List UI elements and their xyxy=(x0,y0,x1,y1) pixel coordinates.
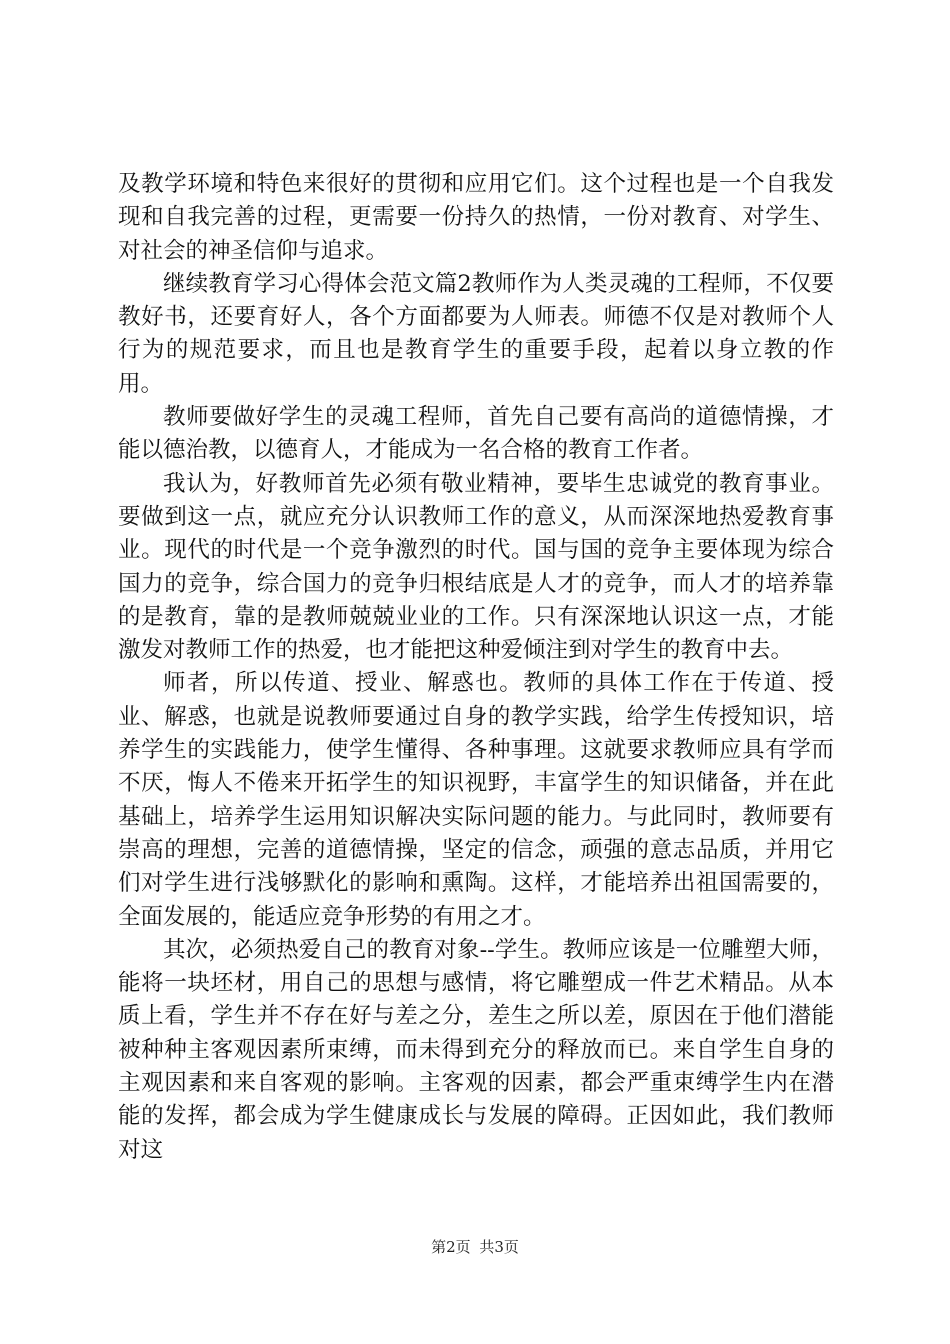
page-total: 共3页 xyxy=(479,1238,519,1256)
paragraph: 我认为，好教师首先必须有敬业精神，要毕生忠诚党的教育事业。要做到这一点，就应充分认识教师工作的意义，从而深深地热爱教育事业。现代的时代是一个竞争激烈的时代。国与国的竞争主要体现为综合国力的竞争，综合国力的竞争归根结底是人才的竞争，而人才的培养靠的是教育，靠的是教师兢兢业业的工作。只有深深地认识这一点，才能激发对教师工作的热爱，也才能把这种爱倾注到对学生的教育中去。 xyxy=(118,470,834,664)
paragraph: 师者，所以传道、授业、解惑也。教师的具体工作在于传道、授业、解惑，也就是说教师要通过自身的教学实践，给学生传授知识，培养学生的实践能力，使学生懂得、各种事理。这就要求教师应具有学而不厌，悔人不倦来开拓学生的知识视野，丰富学生的知识储备，并在此基础上，培养学生运用知识解决实际问题的能力。与此同时，教师要有崇高的理想，完善的道德情操，坚定的信念，顽强的意志品质，并用它们对学生进行浅够默化的影响和熏陶。这样，才能培养出祖国需要的，全面发展的，能适应竞争形势的有用之才。 xyxy=(118,670,834,930)
page-footer xyxy=(0,1236,950,1257)
document-body xyxy=(118,168,834,1167)
paragraph: 继续教育学习心得体会范文篇2教师作为人类灵魂的工程师，不仅要教好书，还要育好人，各个方面都要为人师表。师德不仅是对教师个人行为的规范要求，而且也是教育学生的重要手段，起着以身立教的作用。 xyxy=(118,270,834,397)
paragraph-continuation: 及教学环境和特色来很好的贯彻和应用它们。这个过程也是一个自我发现和自我完善的过程，更需要一份持久的热情，一份对教育、对学生、对社会的神圣信仰与追求。 xyxy=(118,171,834,264)
paragraph: 其次，必须热爱自己的教育对象--学生。教师应该是一位雕塑大师，能将一块坯材，用自己的思想与感情，将它雕塑成一件艺术精品。从本质上看，学生并不存在好与差之分，差生之所以差，原因在于他们潜能被种种主客观因素所束缚，而未得到充分的释放而已。来自学生自身的主观因素和来自客观的影响。主客观的因素，都会严重束缚学生内在潜能的发挥，都会成为学生健康成长与发展的障碍。正因如此，我们教师对这 xyxy=(118,936,834,1163)
page-number: 第2页 xyxy=(431,1238,471,1256)
paragraph: 教师要做好学生的灵魂工程师，首先自己要有高尚的道德情操，才能以德治教，以德育人，才能成为一名合格的教育工作者。 xyxy=(118,404,834,464)
